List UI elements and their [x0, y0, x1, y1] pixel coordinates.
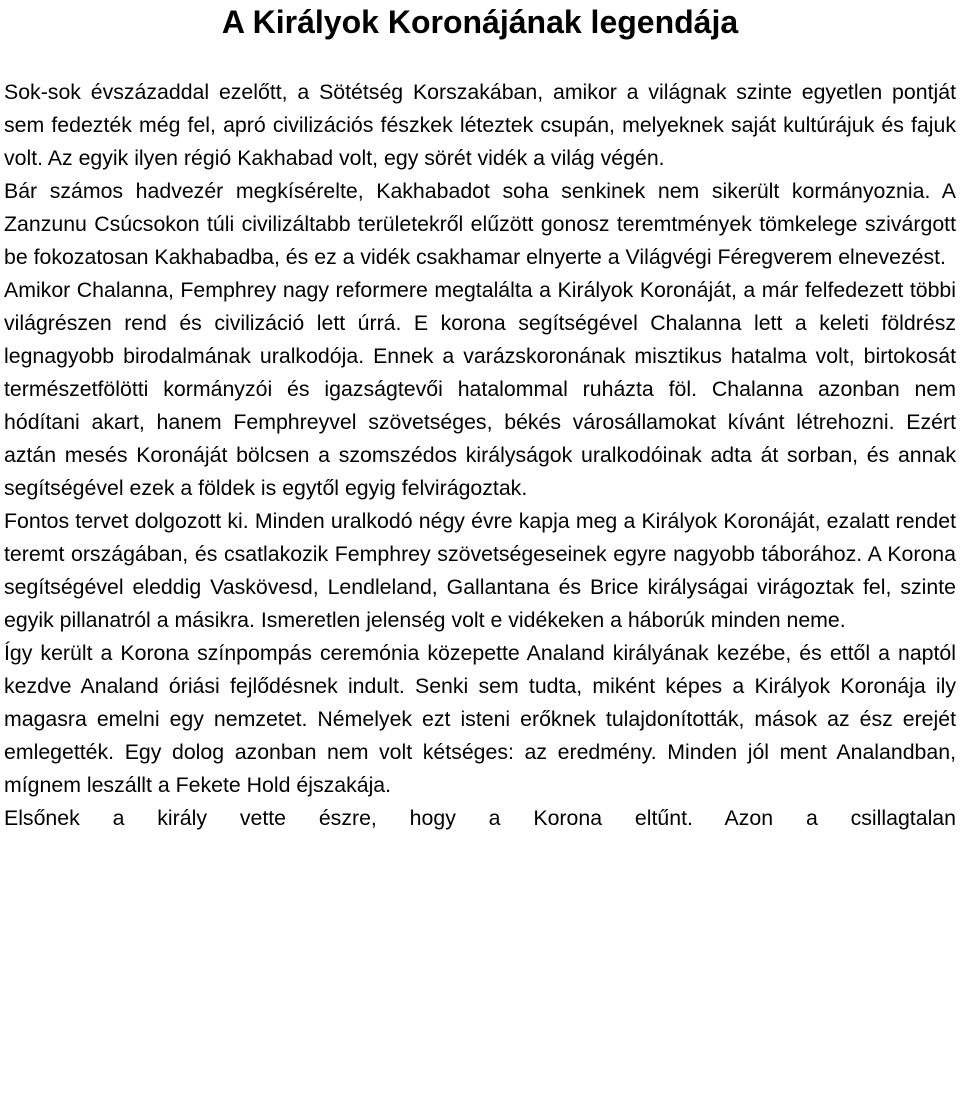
- paragraph-6: Elsőnek a király vette észre, hogy a Korona eltűnt. Azon a csillagtalan: [4, 806, 956, 830]
- document-body: [4, 76, 956, 835]
- title-spacer: [4, 48, 956, 76]
- paragraph-2: Bár számos hadvezér megkísérelte, Kakhabadot soha senkinek nem sikerült kormányoznia. A Zanzunu Csúcsokon túli civilizáltabb területekről elűzött gonosz teremtmények tömkelege szivárgott be fokozatosan Kakhabadba, és ez a vidék csakhamar elnyerte a Világvégi Féregverem elnevezést.: [4, 179, 956, 269]
- paragraph-5: Így került a Korona színpompás ceremónia közepette Analand királyának kezébe, és ettől a naptól kezdve Analand óriási fejlődésnek indult. Senki sem tudta, miként képes a Királyok Koronája ily magasra emelni egy nemzetet. Némelyek ezt isteni erőknek tulajdonították, mások az ész erejét emlegették. Egy dolog azonban nem volt kétséges: az eredmény. Minden jól ment Analandban, mígnem leszállt a Fekete Hold éjszakája.: [4, 641, 956, 797]
- document-title: A Királyok Koronájának legendája: [221, 4, 739, 40]
- paragraph-3: Amikor Chalanna, Femphrey nagy reformere megtalálta a Királyok Koronáját, a már felfedezett többi világrészen rend és civilizáció lett úrrá. E korona segítségével Chalanna lett a keleti földrész legnagyobb birodalmának uralkodója. Ennek a varázskoronának misztikus hatalma volt, birtokosát természetfölötti kormányzói és igazságtevői hatalommal ruházta föl. Chalanna azonban nem hódítani akart, hanem Femphreyvel szövetséges, békés városállamokat kívánt létrehozni. Ezért aztán mesés Koronáját bölcsen a szomszédos királyságok uralkodóinak adta át sorban, és annak segítségével ezek a földek is egytől egyig felvirágoztak.: [4, 278, 956, 500]
- paragraph-4: Fontos tervet dolgozott ki. Minden uralkodó négy évre kapja meg a Királyok Koronáját, ezalatt rendet teremt országában, és csatlakozik Femphrey szövetségeseinek egyre nagyobb táborához. A Korona segítségével eleddig Vaskövesd, Lendleland, Gallantana és Brice királyságai virágoztak fel, szinte egyik pillanatról a másikra. Ismeretlen jelenség volt e vidékeken a háborúk minden neme.: [4, 509, 956, 632]
- paragraph-1: Sok-sok évszázaddal ezelőtt, a Sötétség Korszakában, amikor a világnak szinte egyetlen pontját sem fedezték még fel, apró civilizációs fészkek léteztek csupán, melyeknek saját kultúrájuk és fajuk volt. Az egyik ilyen régió Kakhabad volt, egy sörét vidék a világ végén.: [4, 80, 956, 170]
